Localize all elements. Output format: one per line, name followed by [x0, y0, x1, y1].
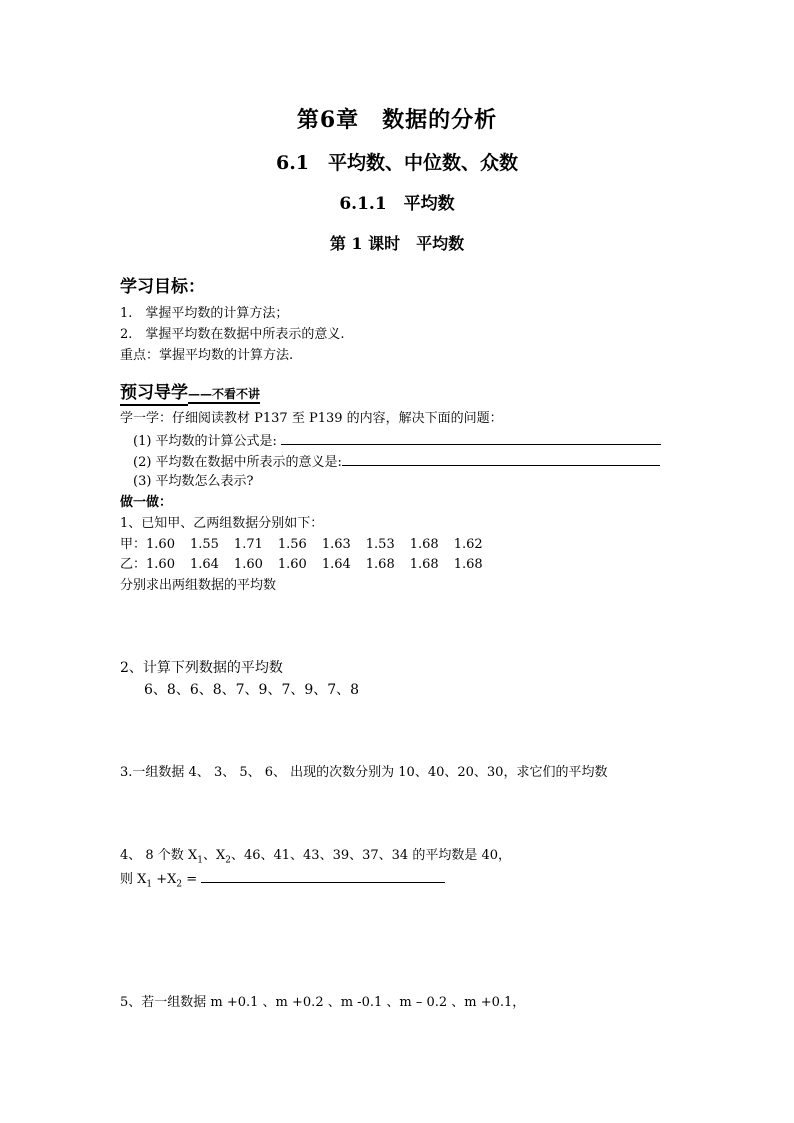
jia-value: 1.62 — [453, 537, 483, 552]
preview-heading-block — [120, 378, 260, 403]
exercise-4-text: 、46、41、43、39、37、34 的平均数是 40， — [230, 848, 511, 863]
jia-value: 1.60 — [146, 537, 175, 552]
yi-value: 1.64 — [189, 557, 219, 572]
learn-intro: 学一学：仔细阅读教材 P137 至 P139 的内容，解决下面的问题： — [120, 411, 503, 426]
do-heading: 做一做： — [120, 495, 173, 510]
jia-label: 甲： — [120, 537, 147, 552]
subsection-title: 6.1.1 平均数 — [339, 194, 455, 214]
exercise-4-text: = — [182, 872, 202, 887]
exercise-4-line-2 — [120, 870, 445, 893]
yi-label: 乙： — [120, 557, 147, 572]
subscript: 1 — [197, 855, 203, 866]
exercise-4-text: 、X — [202, 848, 226, 863]
goal-item-1: 1. 掌握平均数的计算方法； — [120, 306, 289, 321]
data-row-jia — [120, 537, 498, 553]
exercise-2-intro: 2、计算下列数据的平均数 — [120, 660, 283, 676]
answer-blank-1[interactable] — [281, 432, 661, 445]
preview-heading: 预习导学 — [120, 383, 188, 406]
yi-value: 1.68 — [409, 557, 439, 572]
chapter-title: 第6章 数据的分析 — [296, 107, 498, 133]
jia-value: 1.63 — [321, 537, 351, 552]
yi-value: 1.60 — [146, 557, 175, 572]
subscript: 1 — [146, 879, 153, 890]
answer-blank-4[interactable] — [201, 870, 445, 883]
goal-focus: 重点：掌握平均数的计算方法. — [120, 348, 294, 363]
exercise-2-data: 6、8、6、8、7、9、7、9、7、8 — [144, 682, 360, 698]
jia-value: 1.68 — [409, 537, 439, 552]
jia-value: 1.71 — [233, 537, 263, 552]
exercise-4-text: 则 X — [120, 872, 147, 887]
exercise-4-text: +X — [152, 872, 177, 887]
exercise-3: 3.一组数据 4、 3、 5、 6、 出现的次数分别为 10、40、20、30，求它们的平均数 — [120, 765, 608, 780]
question-2-row — [133, 453, 660, 471]
data-row-yi — [120, 557, 498, 573]
jia-value: 1.55 — [189, 537, 219, 552]
section-title: 6.1 平均数、中位数、众数 — [275, 152, 519, 174]
question-1-row — [133, 432, 661, 450]
jia-value: 1.53 — [365, 537, 395, 552]
yi-value: 1.60 — [277, 557, 307, 572]
jia-value: 1.56 — [277, 537, 307, 552]
question-1: (1) 平均数的计算公式是: — [133, 434, 282, 449]
exercise-1-task: 分别求出两组数据的平均数 — [120, 578, 277, 593]
preview-heading-tail: ——不看不讲 — [188, 387, 260, 404]
subscript: 2 — [225, 855, 231, 866]
question-2: (2) 平均数在数据中所表示的意义是: — [133, 455, 342, 470]
yi-value: 1.64 — [321, 557, 351, 572]
exercise-5: 5、若一组数据 m +0.1 、m +0.2 、m -0.1 、m – 0.2 、m +0.1， — [120, 995, 526, 1010]
lesson-title: 第 1 课时 平均数 — [329, 234, 465, 253]
goal-item-2: 2. 掌握平均数在数据中所表示的意义. — [120, 327, 345, 342]
subscript: 2 — [176, 879, 183, 890]
answer-blank-2[interactable] — [342, 453, 660, 466]
exercise-4-text: 4、 8 个数 X — [120, 848, 198, 863]
exercise-1-intro: 1、已知甲、乙两组数据分别如下： — [120, 516, 324, 531]
goals-heading: 学习目标： — [120, 277, 205, 297]
yi-value: 1.68 — [453, 557, 483, 572]
exercise-4-line-1 — [120, 848, 511, 869]
yi-value: 1.60 — [233, 557, 263, 572]
yi-value: 1.68 — [365, 557, 395, 572]
question-3: (3) 平均数怎么表示? — [133, 474, 254, 489]
